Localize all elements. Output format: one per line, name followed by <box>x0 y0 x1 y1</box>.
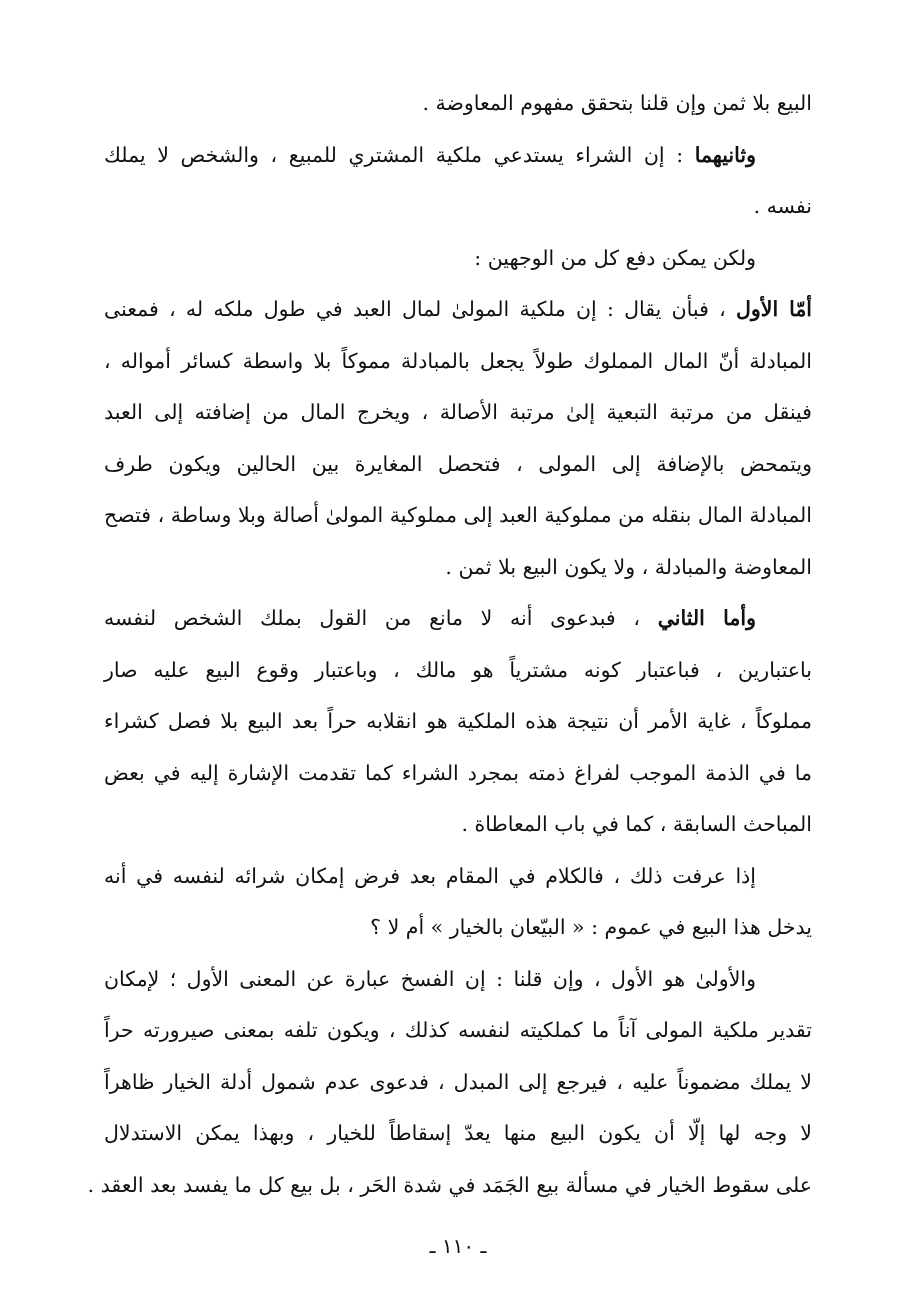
line-text: لا وجه لها إلّا أن يكون البيع منها يعدّ إسقاطاً للخيار ، وبهذا يمكن الاستدلال <box>104 1121 812 1145</box>
text-line <box>104 696 812 748</box>
text-line <box>104 799 812 851</box>
page-body <box>87 78 812 1211</box>
text-line <box>104 78 812 130</box>
text-line <box>104 954 812 1006</box>
text-line <box>104 1057 812 1109</box>
line-text: والأولىٰ هو الأول ، وإن قلنا : إن الفسخ عبارة عن المعنى الأول ؛ لإمكان <box>104 966 756 991</box>
text-line <box>87 1160 812 1212</box>
line-text: تقدير ملكية المولى آناً ما كملكيته لنفسه كذلك ، ويكون تلفه بمعنى صيرورته حراً <box>104 1018 812 1042</box>
bold-heading: أمّا الأول <box>736 297 812 321</box>
bold-heading: وأما الثاني <box>657 606 756 630</box>
line-text: المباحث السابقة ، كما في باب المعاطاة . <box>461 812 812 836</box>
line-text: يدخل هذا البيع في عموم : « البيّعان بالخيار » أم لا ؟ <box>370 915 812 939</box>
text-line <box>104 181 812 233</box>
text-line <box>104 336 812 388</box>
text-line <box>104 439 812 491</box>
line-text: نفسه . <box>753 194 812 218</box>
line-text: إذا عرفت ذلك ، فالكلام في المقام بعد فرض إمكان شرائه لنفسه في أنه <box>104 863 756 888</box>
line-text: البيع بلا ثمن وإن قلنا بتحقق مفهوم المعاوضة . <box>422 91 812 115</box>
line-text: المبادلة المال بنقله من مملوكية العبد إلى مملوكية المولىٰ أصالة وبلا وساطة ، فتصح <box>104 503 812 527</box>
text-line <box>104 284 812 336</box>
text-line <box>104 851 812 903</box>
text-line <box>104 542 812 594</box>
line-text: ، فبأن يقال : إن ملكية المولىٰ لمال العبد في طول ملكه له ، فمعنى <box>104 297 737 321</box>
text-line <box>104 902 812 954</box>
line-text: : إن الشراء يستدعي ملكية المشتري للمبيع ، والشخص لا يملك <box>104 142 695 167</box>
text-line <box>104 490 812 542</box>
line-text: على سقوط الخيار في مسألة بيع الجَمَد في شدة الحَر ، بل بيع كل ما يفسد بعد العقد . <box>87 1172 812 1197</box>
line-text: المبادلة أنّ المال المملوك طولاً يجعل بالمبادلة مموكاً بلا واسطة كسائر أمواله ، <box>104 348 812 373</box>
line-text: باعتبارين ، فباعتبار كونه مشترياً هو مالك ، وباعتبار وقوع البيع عليه صار <box>104 657 812 682</box>
text-line <box>104 645 812 697</box>
text-line <box>104 748 812 800</box>
line-text: ويتمحض بالإضافة إلى المولى ، فتحصل المغايرة بين الحالين ويكون طرف <box>104 451 812 476</box>
text-line <box>104 1005 812 1057</box>
line-text: مملوكاً ، غاية الأمر أن نتيجة هذه الملكية هو انقلابه حراً بعد البيع بلا فصل كشراء <box>104 709 812 733</box>
line-text: ولكن يمكن دفع كل من الوجهين : <box>474 245 756 270</box>
line-text: ، فبدعوى أنه لا مانع من القول بملك الشخص لنفسه <box>104 606 658 630</box>
page-number: ـ ١١٠ ـ <box>429 1234 487 1258</box>
text-line <box>104 387 812 439</box>
line-text: فينقل من مرتبة التبعية إلىٰ مرتبة الأصالة ، ويخرج المال من إضافته إلى العبد <box>104 400 812 424</box>
text-line <box>104 593 812 645</box>
line-text: ما في الذمة الموجب لفراغ ذمته بمجرد الشراء كما تقدمت الإشارة إليه في بعض <box>104 760 812 785</box>
text-line <box>104 1108 812 1160</box>
line-text: لا يملك مضموناً عليه ، فيرجع إلى المبدل ، فدعوى عدم شمول أدلة الخيار ظاهراً <box>104 1069 812 1094</box>
line-text: المعاوضة والمبادلة ، ولا يكون البيع بلا ثمن . <box>445 554 812 579</box>
text-line <box>104 233 812 285</box>
text-line <box>104 130 812 182</box>
bold-heading: وثانيهما <box>694 142 756 167</box>
